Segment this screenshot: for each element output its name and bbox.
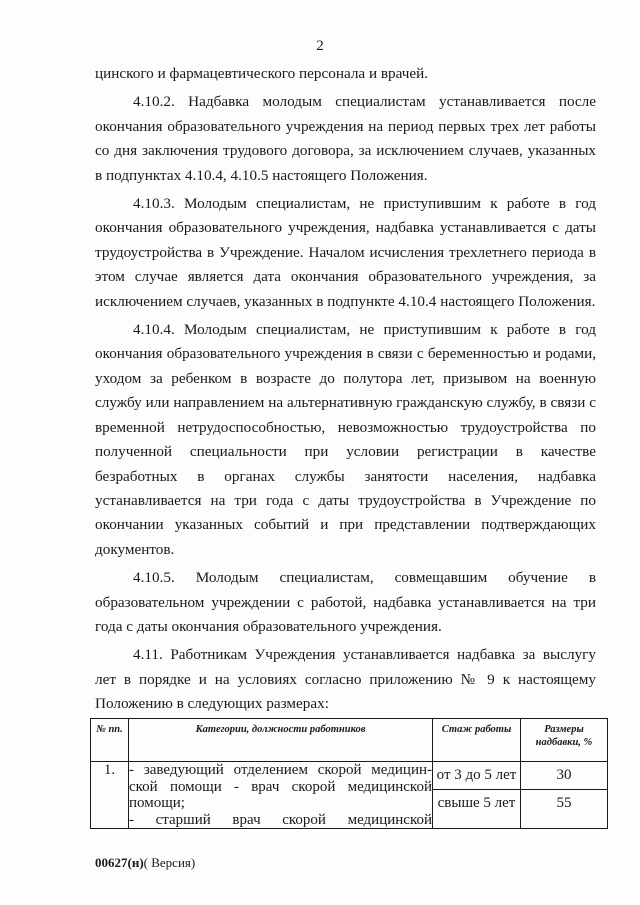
row-category [129,762,433,829]
size-value: 30 [521,762,607,790]
document-footer [95,855,195,871]
row-size [521,762,608,829]
header-stage: Стаж работы [433,719,521,762]
stage-value: свыше 5 лет [437,795,516,811]
header-category: Категории, должности работников [129,719,433,762]
row-stage [433,762,521,829]
stage-value: от 3 до 5 лет [433,762,520,790]
category-line: - старший врач скорой медицинской [129,811,432,828]
row-num: 1. [91,762,129,829]
table-header-row [91,719,608,762]
document-code: 00627(н) [95,855,144,870]
table-row [91,762,608,829]
header-num: № пп. [91,719,129,762]
header-size: Размеры надбавки, % [521,719,608,762]
size-value: 55 [556,795,572,811]
document-version: ( Версия) [143,855,196,870]
paragraph-4-10-4: 4.10.4. Молодым специалистам, не приступившим к работе в год окончания образовательного учреждения в связи с беременностью и родами, уходом за ребенком в возрасте до полутора лет, призывом на военную службу или направлением на альтернативную гражданскую службу, в связи с временной нетрудоспособностью, невозможностью трудоустройства по полученной специальности при условии регистрации в качестве безработных в органах службы занятости населения, надбавка устанавливается на три года с даты трудоустройства в Учреждение по окончании указанных событий и при представлении подтверждающих документов. [95,321,596,558]
category-line: ской помощи - врач скорой медицинской [129,778,432,795]
paragraph-4-10-5: 4.10.5. Молодым специалистам, совмещавшим обучение в образовательном учреждении с работой, надбавка устанавливается на три года с даты окончания образовательного учреждения. [95,569,596,635]
category-line: - заведующий отделением скорой медицин- [129,762,432,778]
page-number: 2 [316,38,324,54]
paragraph-4-10-3: 4.10.3. Молодым специалистам, не приступившим к работе в год окончания образовательного учреждения, надбавка устанавливается с даты трудоустройства в Учреждение. Началом исчисления трехлетнего периода в этом случае является дата окончания образовательного учреждения, за исключением случаев, указанных в подпункте 4.10.4 настоящего Положения. [95,195,596,310]
paragraph-continuation: цинского и фармацевтического персонала и врачей. [95,65,429,82]
allowance-table [90,718,608,829]
paragraph-4-10-2: 4.10.2. Надбавка молодым специалистам устанавливается после окончания образовательного учреждения на период первых трех лет работы со дня заключения трудового договора, за исключением случаев, указанных в подпунктах 4.10.4, 4.10.5 настоящего Положения. [95,93,596,184]
category-line: помощи; [129,795,185,811]
body-text [95,62,596,717]
paragraph-4-11: 4.11. Работникам Учреждения устанавливается надбавка за выслугу лет в порядке и на условиях согласно приложению № 9 к настоящему Положению в следующих размерах: [95,646,596,713]
